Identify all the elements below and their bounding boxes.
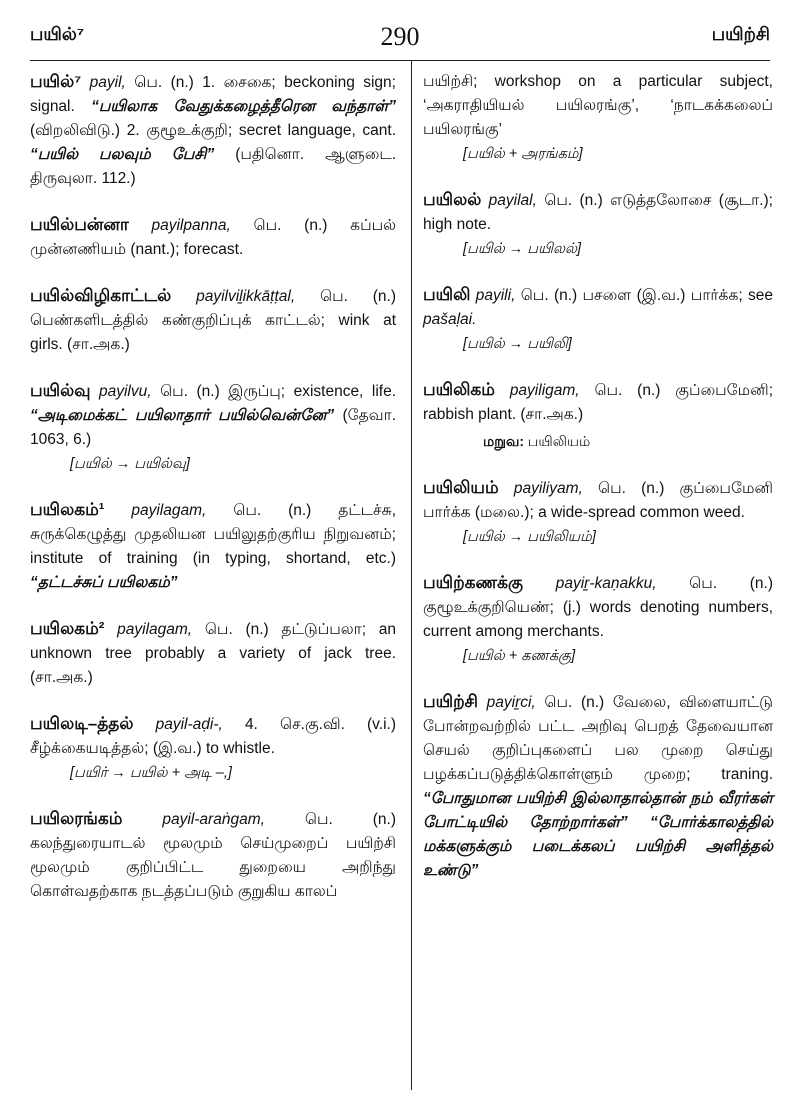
headword: பயிற்கணக்கு bbox=[423, 573, 524, 592]
source: (விறலிவிடு.) bbox=[30, 122, 121, 139]
headword: பயிலகம்² bbox=[30, 619, 105, 638]
definition: பெ. (n.) 1. சைகை; beckoning sign; signal. bbox=[30, 74, 396, 115]
romanization: payil, bbox=[89, 74, 126, 91]
romanization: payilal, bbox=[488, 192, 537, 209]
romanization: payili, bbox=[475, 287, 516, 304]
entry-payilvilikkattal bbox=[30, 284, 396, 357]
definition: பெ. (n.) தட்டச்சு, சுருக்கெழுத்து முதலியன பயிலுதற்குரிய நிறுவனம்; institute of training (in typing, shortand, etc.) bbox=[30, 502, 396, 567]
headword: பயிலகம்¹ bbox=[30, 500, 105, 519]
running-head-left: பயில்⁷ bbox=[30, 24, 85, 44]
definition-sense-2: 2. குழூஉக்குறி; secret language, cant. bbox=[126, 122, 396, 139]
headword: பயிற்சி bbox=[423, 692, 478, 711]
header-rule bbox=[30, 60, 770, 61]
entry-payiliyam bbox=[423, 476, 773, 525]
entry-payili bbox=[423, 283, 773, 332]
synonym-label: மறுவ: bbox=[483, 433, 525, 449]
romanization: payilagam, bbox=[117, 621, 193, 638]
etymology: [பயிர் → பயில் + அடி –,] bbox=[70, 765, 232, 781]
entry-payiligam bbox=[423, 378, 773, 427]
definition: பெ. (n.) கலந்துரையாடல் மூலமும் செய்முறைப் பயிற்சி மூலமும் குறிப்பிட்ட துறையை அறிந்து கொள்வதற்காக நடத்தப்படும் குறுகிய காலப் bbox=[30, 811, 396, 900]
romanization: payilpanna, bbox=[151, 217, 231, 234]
example: “பயிலாக வேதுக்கழைத்தீரென வந்தாள்” bbox=[91, 98, 397, 115]
definition: பெ. (n.) தட்டுப்பலா; an unknown tree probably a variety of jack tree. (சா.அக.) bbox=[30, 621, 396, 686]
entry-payilarangam-continued bbox=[423, 70, 773, 142]
etymology: [பயில் → பயிலியம்] bbox=[463, 529, 596, 545]
headword: பயிலடி–த்தல் bbox=[30, 714, 134, 733]
entry-payirci bbox=[423, 690, 773, 883]
headword: பயில்⁷ bbox=[30, 72, 82, 91]
definition: பெ. (n.) குப்பைமேனி; rabbish plant. (சா.அக.) bbox=[423, 382, 774, 423]
entry-payilvu bbox=[30, 379, 396, 452]
romanization: payiṟci, bbox=[486, 694, 536, 711]
entry-payilal bbox=[423, 188, 773, 237]
etymology: [பயில் + அரங்கம்] bbox=[463, 146, 583, 162]
definition: பெ. (n.) வேலை, விளையாட்டு போன்றவற்றில் பட்ட அறிவு பெறத் தேவையான செயல் குறிப்புகளைப் பல முறை செய்து பழக்கப்படுத்திக்கொள்ளும் முறை; traning. bbox=[423, 694, 774, 783]
headword: பயிலி bbox=[423, 285, 471, 304]
romanization: payilvu, bbox=[99, 383, 152, 400]
headword: பயிலியம் bbox=[423, 478, 499, 497]
source: (தேவா. 1063, 6.) bbox=[30, 407, 397, 448]
definition: 4. செ.கு.வி. (v.i.) சீழ்க்கையடித்தல்; (இ.வ.) to whistle. bbox=[30, 716, 396, 757]
running-head-right: பயிற்சி bbox=[711, 24, 770, 44]
source: (பதினொ. ஆளுடை. திருவுலா. 112.) bbox=[30, 146, 397, 187]
left-column bbox=[30, 70, 396, 926]
entry-payilagam-1 bbox=[30, 498, 396, 595]
definition: பெ. (n.) இருப்பு; existence, life. bbox=[160, 383, 396, 400]
headword: பயிலரங்கம் bbox=[30, 809, 123, 828]
etymology: [பயில் → பயில்வு] bbox=[70, 456, 190, 472]
definition: பெ. (n.) குழூஉக்குறியெண்; (j.) words denoting numbers, current among merchants. bbox=[423, 575, 773, 640]
column-divider bbox=[411, 60, 412, 1090]
example: “போர்க்காலத்தில் மக்களுக்கும் படைக்கலப் பயிற்சி அளித்தல் உண்டு” bbox=[423, 814, 773, 879]
romanization: payilagam, bbox=[131, 502, 207, 519]
example: “போதுமான பயிற்சி இல்லாதால்தான் நம் வீரர்கள் போட்டியில் தோற்றார்கள்” bbox=[423, 790, 773, 831]
etymology: [பயில் → பயிலல்] bbox=[463, 241, 582, 257]
romanization: payil-aḍi-, bbox=[155, 716, 223, 733]
definition: பெ. (n.) குப்பைமேனி பார்க்க (மலை.); a wide-spread common weed. bbox=[423, 480, 773, 521]
romanization: payiligam, bbox=[509, 382, 580, 399]
romanization: payiliyam, bbox=[513, 480, 583, 497]
definition: பெ. (n.) எடுத்தலோசை (சூடா.); high note. bbox=[423, 192, 773, 233]
romanization: payil-araṅgam, bbox=[162, 811, 265, 828]
etymology: [பயில் → பயிலி] bbox=[463, 336, 572, 352]
definition: பெ. (n.) பசளை (இ.வ.) பார்க்க; see bbox=[520, 287, 773, 304]
example: “பயில் பலவும் பேசி” bbox=[30, 146, 215, 163]
example: “தட்டச்சுப் பயிலகம்” bbox=[30, 574, 178, 591]
synonym bbox=[483, 433, 773, 452]
cross-reference: pašaḷai. bbox=[423, 311, 477, 328]
headword: பயில்விழிகாட்டல் bbox=[30, 286, 172, 305]
entry-payilarangam bbox=[30, 807, 396, 904]
example: “அடிமைக்கட் பயிலாதார் பயில்வென்னே” bbox=[30, 407, 335, 424]
entry-payil bbox=[30, 70, 396, 191]
entry-payiladi bbox=[30, 712, 396, 761]
right-column bbox=[423, 70, 773, 905]
headword: பயிலிகம் bbox=[423, 380, 495, 399]
etymology: [பயில் + கணக்கு] bbox=[463, 648, 576, 664]
romanization: payilviḻikkāṭṭal, bbox=[196, 288, 296, 305]
romanization: payiṟ-kaṇakku, bbox=[555, 575, 657, 592]
definition: பயிற்சி; workshop on a particular subject, ‘அகராதியியல் பயிலரங்கு’, ‘நாடகக்கலைப் பயிலரங்கு’ bbox=[423, 73, 773, 138]
synonym-value: பயிலியம் bbox=[527, 433, 591, 449]
headword: பயில்பன்னா bbox=[30, 215, 129, 234]
page-number: 290 bbox=[380, 22, 420, 51]
headword: பயிலல் bbox=[423, 190, 482, 209]
definition: பெ. (n.) கப்பல் முன்னணியம் (nant.); forecast. bbox=[30, 217, 396, 258]
entry-payilpanna bbox=[30, 213, 396, 262]
entry-payilagam-2 bbox=[30, 617, 396, 690]
headword: பயில்வு bbox=[30, 381, 91, 400]
page-header bbox=[30, 22, 770, 56]
definition: பெ. (n.) பெண்களிடத்தில் கண்குறிப்புக் காட்டல்; wink at girls. (சா.அக.) bbox=[30, 288, 397, 353]
entry-payirkanakku bbox=[423, 571, 773, 644]
